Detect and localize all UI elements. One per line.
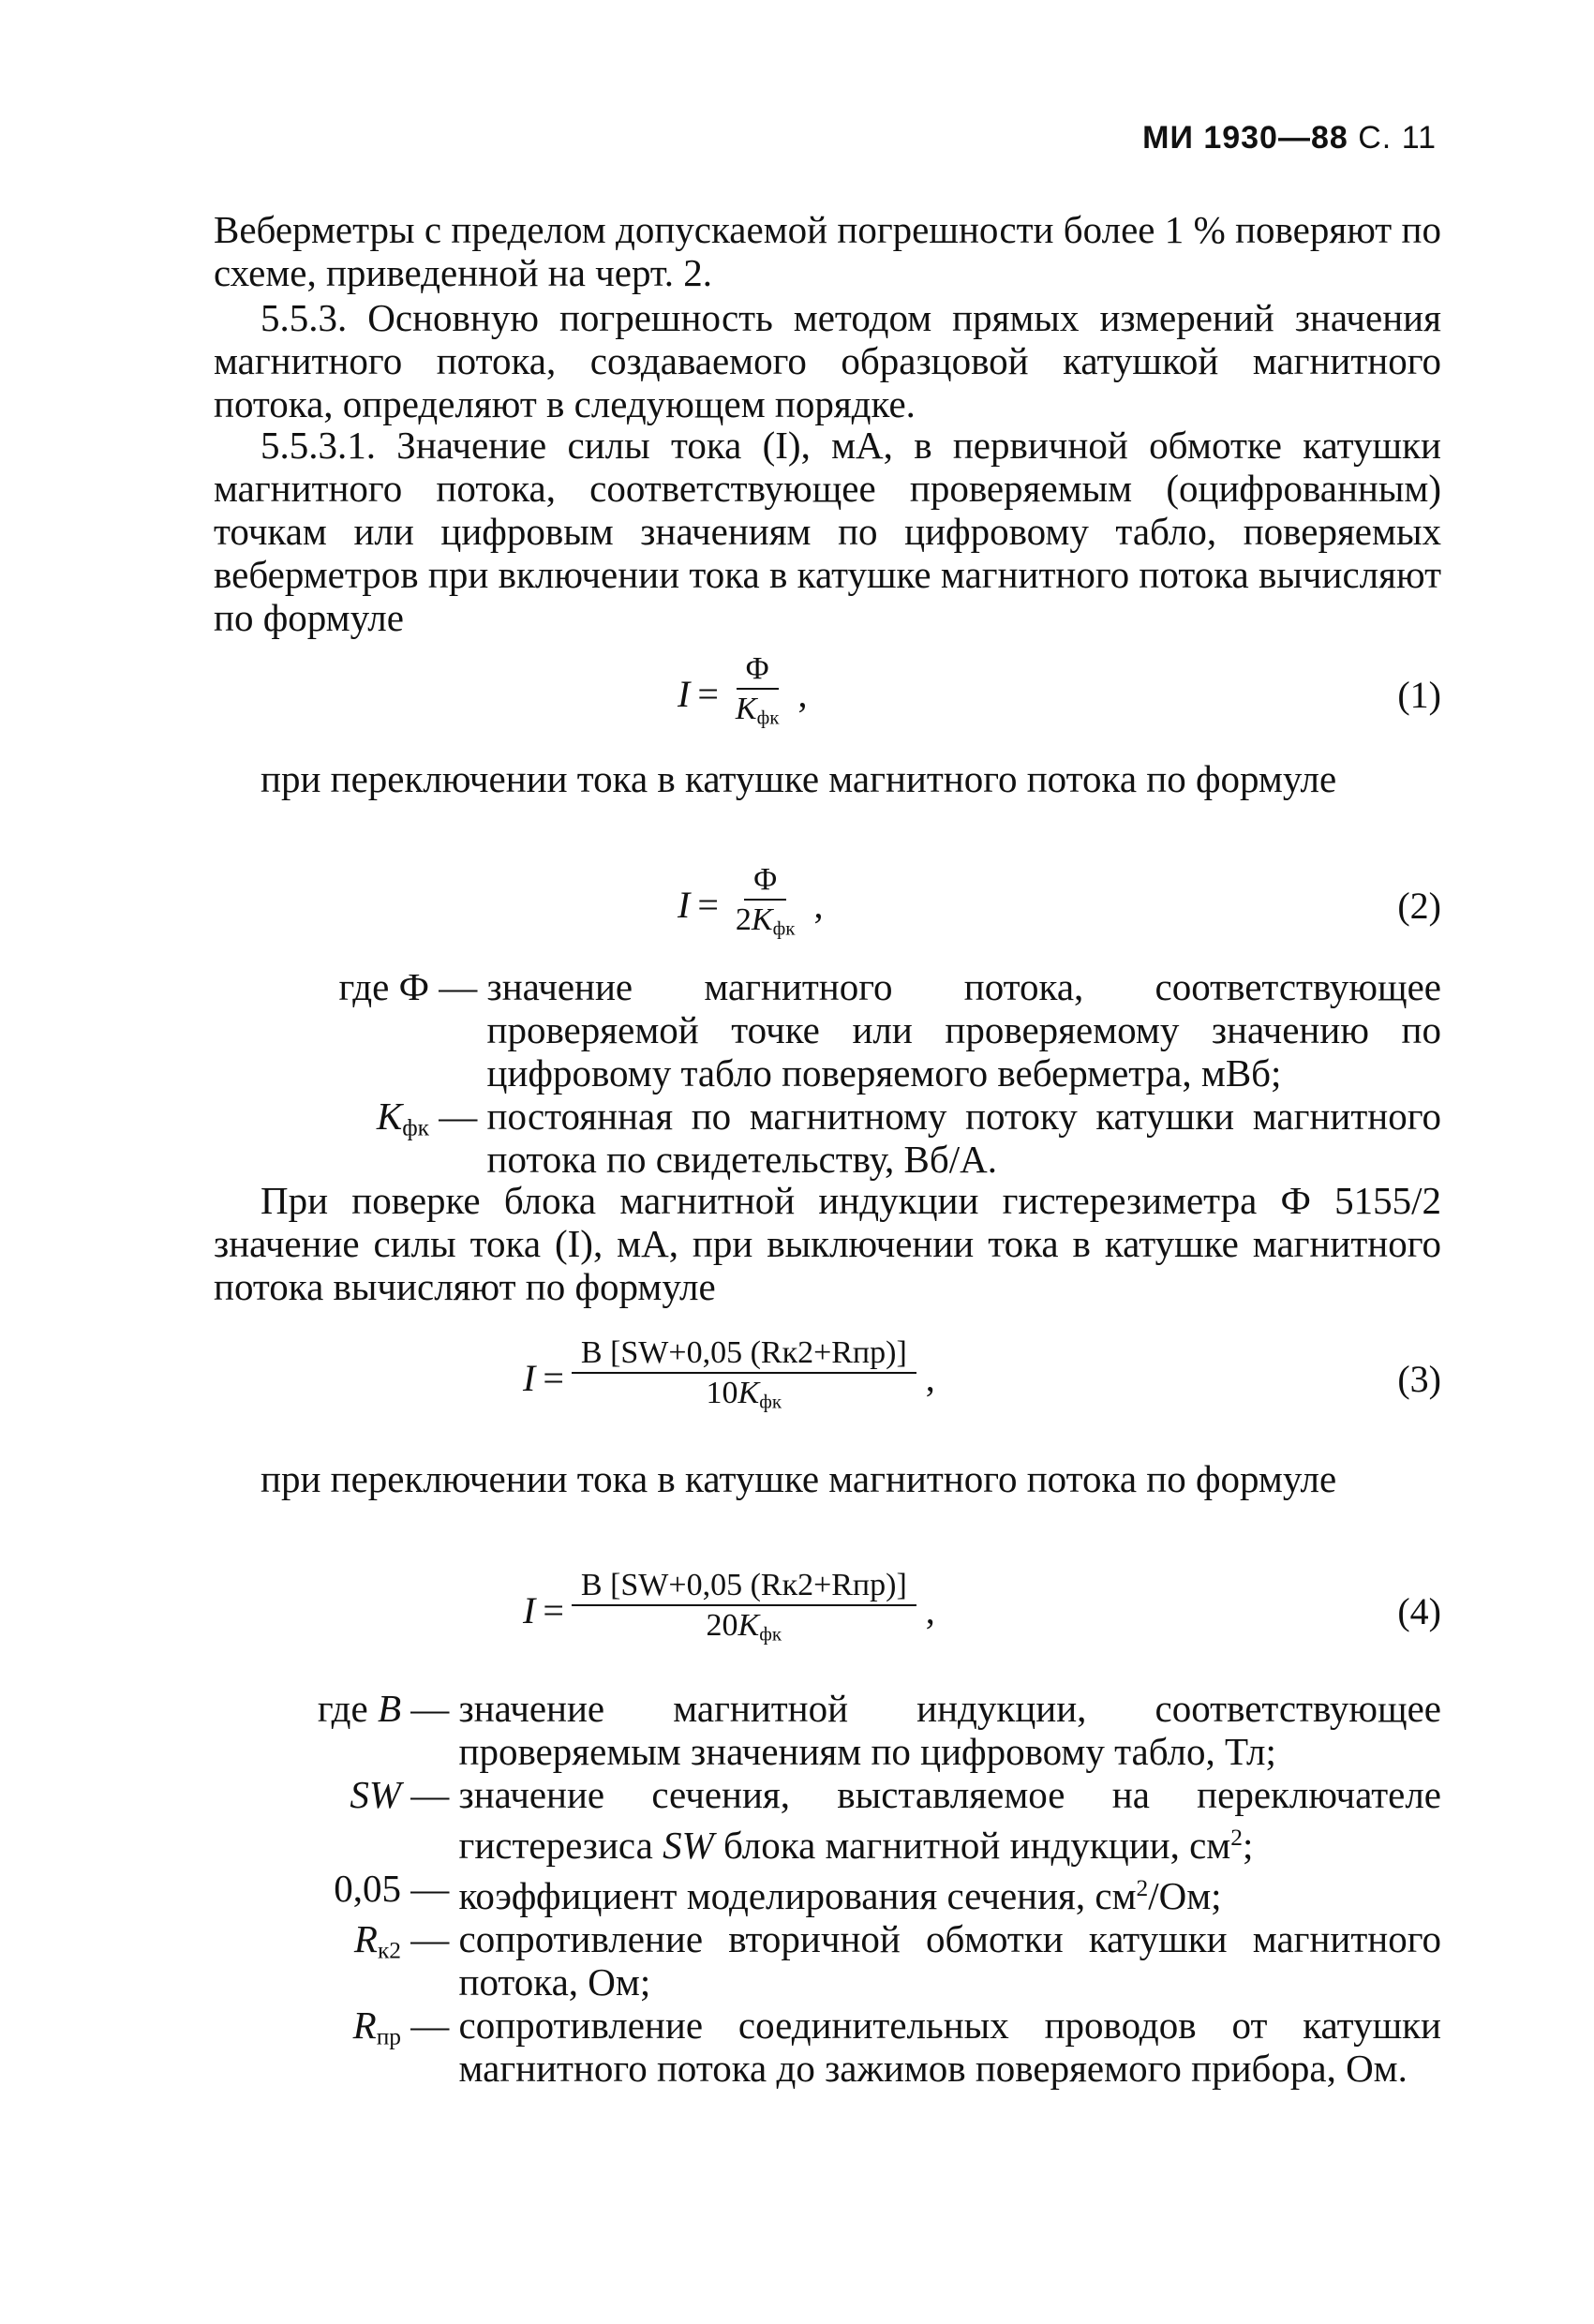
definition-item — [214, 2004, 1441, 2090]
lead-word: где — [317, 1687, 368, 1730]
definition-desc: значение магнитной индукции, соответствующее проверяемым значениям по цифровому табло, Тл; — [458, 1687, 1441, 1773]
definition-item — [214, 965, 1441, 1095]
formula-2 — [214, 857, 1441, 951]
definition-item — [214, 1917, 1441, 2004]
paragraph-2-block — [214, 296, 1441, 425]
term-var: K — [376, 1095, 403, 1138]
fraction — [726, 861, 805, 947]
denominator-sub: фк — [759, 1622, 782, 1646]
formula-lhs: I — [523, 1356, 536, 1399]
dash: — — [401, 2003, 459, 2047]
definition-term — [214, 965, 429, 1095]
definition-item — [214, 1773, 1441, 1867]
definition-item — [214, 1867, 1441, 1917]
formula-number: (1) — [1397, 674, 1441, 716]
paragraph-6: при переключении тока в катушке магнитного потока по формуле — [261, 1457, 1337, 1500]
formula-number: (2) — [1397, 885, 1441, 927]
desc-part: ; — [1242, 1823, 1254, 1867]
desc-part: значение сечения, выставляемое на переключателе гистерезиса — [458, 1773, 1441, 1867]
denominator-sub: фк — [756, 706, 780, 729]
formula-number: (3) — [1397, 1358, 1441, 1400]
equals-sign: = — [543, 1356, 564, 1399]
paragraph-6-block — [214, 1457, 1441, 1500]
formula-3 — [214, 1331, 1441, 1424]
term-sub: к2 — [377, 1937, 401, 1964]
formula-1 — [214, 647, 1441, 740]
doc-id: МИ 1930—88 — [1142, 120, 1348, 156]
definition-term — [214, 1687, 401, 1773]
formula-lhs: I — [523, 1588, 536, 1631]
desc-sup: 2 — [1230, 1825, 1243, 1851]
dash: — — [401, 1687, 459, 1730]
numerator: Φ — [737, 650, 779, 690]
lead-word: где — [338, 965, 390, 1008]
formula-lhs: I — [678, 883, 691, 926]
comma: , — [925, 1356, 935, 1399]
definition-term: 0,05 — [334, 1866, 401, 1910]
dash: — — [429, 1095, 487, 1138]
formula-lhs: I — [678, 672, 691, 715]
denominator — [697, 1606, 792, 1653]
paragraph-3: 5.5.3.1. Значение силы тока (I), мА, в первичной обмотке катушки магнитного потока, соответствующее проверяемым (оцифрованным) точкам или цифровым значениям по цифровому табло, поверяемых веберметров при включении тока в катушке магнитного потока вычисляют по формуле — [214, 424, 1441, 639]
paragraph-5-block — [214, 1179, 1441, 1308]
definitions-2 — [214, 1687, 1441, 2090]
numerator: Φ — [744, 861, 786, 901]
definition-desc: сопротивление вторичной обмотки катушки магнитного потока, Ом; — [458, 1916, 1441, 2004]
paragraph-3-block — [214, 424, 1441, 639]
equals-sign: = — [543, 1588, 564, 1631]
formula-4 — [214, 1563, 1441, 1657]
numerator: B [SW+0,05 (Rк2+Rпр)] — [572, 1334, 916, 1374]
denominator — [726, 901, 805, 947]
desc-part: коэффициент моделирования сечения, см — [458, 1873, 1137, 1917]
definition-desc — [459, 1773, 1442, 1867]
term-symbol: B — [377, 1687, 401, 1730]
paragraph-5: При поверке блока магнитной индукции гистерезиметра Ф 5155/2 значение силы тока (I), мА, при выключении тока в катушке магнитного потока вычисляют по формуле — [214, 1179, 1441, 1308]
comma: , — [925, 1588, 935, 1631]
term-var: R — [352, 2003, 377, 2047]
definition-term — [214, 1917, 401, 2004]
denominator-var: K — [751, 901, 773, 937]
denominator-sub: фк — [772, 916, 796, 940]
comma: , — [813, 883, 824, 926]
definition-item — [214, 1095, 1441, 1181]
desc-part: блока магнитной индукции, см — [713, 1823, 1231, 1867]
page-header — [1142, 120, 1437, 156]
denominator-sub: фк — [759, 1390, 782, 1413]
paragraph-1: Веберметры с пределом допускаемой погрешности более 1 % поверяют по схеме, приведенной на черт. 2. — [214, 208, 1441, 294]
dash: — — [429, 965, 487, 1008]
equals-sign: = — [697, 672, 719, 715]
desc-part: /Ом; — [1148, 1873, 1222, 1917]
dash: — — [401, 1916, 459, 1960]
dash: — — [401, 1773, 459, 1816]
term-var: R — [353, 1916, 378, 1960]
term-symbol: SW — [350, 1773, 401, 1816]
denominator-var: K — [737, 1375, 760, 1410]
numerator: B [SW+0,05 (Rк2+Rпр)] — [572, 1567, 916, 1606]
definition-term — [214, 1773, 401, 1867]
paragraph-1-block — [214, 208, 1441, 294]
denominator-var: K — [737, 1607, 760, 1643]
paragraph-2: 5.5.3. Основную погрешность методом прямых измерений значения магнитного потока, создаваемого образцовой катушкой магнитного потока, определяют в следующем порядке. — [214, 296, 1441, 425]
desc-sup: 2 — [1136, 1874, 1149, 1901]
formula-number: (4) — [1397, 1590, 1441, 1632]
term-sub: пр — [376, 2023, 401, 2050]
denominator-var: K — [735, 691, 757, 726]
definition-desc: сопротивление соединительных проводов от катушки магнитного потока до зажимов поверяемого прибора, Ом. — [458, 2003, 1441, 2090]
definitions-1 — [214, 965, 1441, 1181]
definition-desc: постоянная по магнитному потоку катушки магнитного потока по свидетельству, Вб/А. — [486, 1095, 1441, 1181]
term-symbol: Ф — [398, 965, 429, 1008]
term-sub: фк — [402, 1114, 429, 1141]
denominator-coef: 10 — [706, 1375, 738, 1410]
definition-item — [214, 1687, 1441, 1773]
denominator-coef: 2 — [735, 901, 752, 937]
definition-desc — [459, 1867, 1442, 1917]
page-number: С. 11 — [1358, 120, 1437, 156]
fraction — [572, 1334, 916, 1421]
definition-desc: значение магнитного потока, соответствующее проверяемой точке или проверяемому значению по цифровому табло поверяемого веберметра, мВб; — [486, 965, 1441, 1095]
paragraph-4-block — [214, 757, 1441, 800]
desc-var: SW — [663, 1823, 714, 1867]
paragraph-4: при переключении тока в катушке магнитного потока по формуле — [261, 757, 1337, 800]
fraction — [572, 1567, 916, 1653]
comma: , — [797, 672, 808, 715]
denominator — [726, 690, 789, 737]
equals-sign: = — [697, 883, 719, 926]
definition-term — [214, 1095, 429, 1181]
definition-term — [214, 2004, 401, 2090]
fraction — [726, 650, 789, 737]
denominator-coef: 20 — [706, 1607, 738, 1643]
denominator — [697, 1374, 792, 1421]
dash: — — [401, 1866, 459, 1910]
